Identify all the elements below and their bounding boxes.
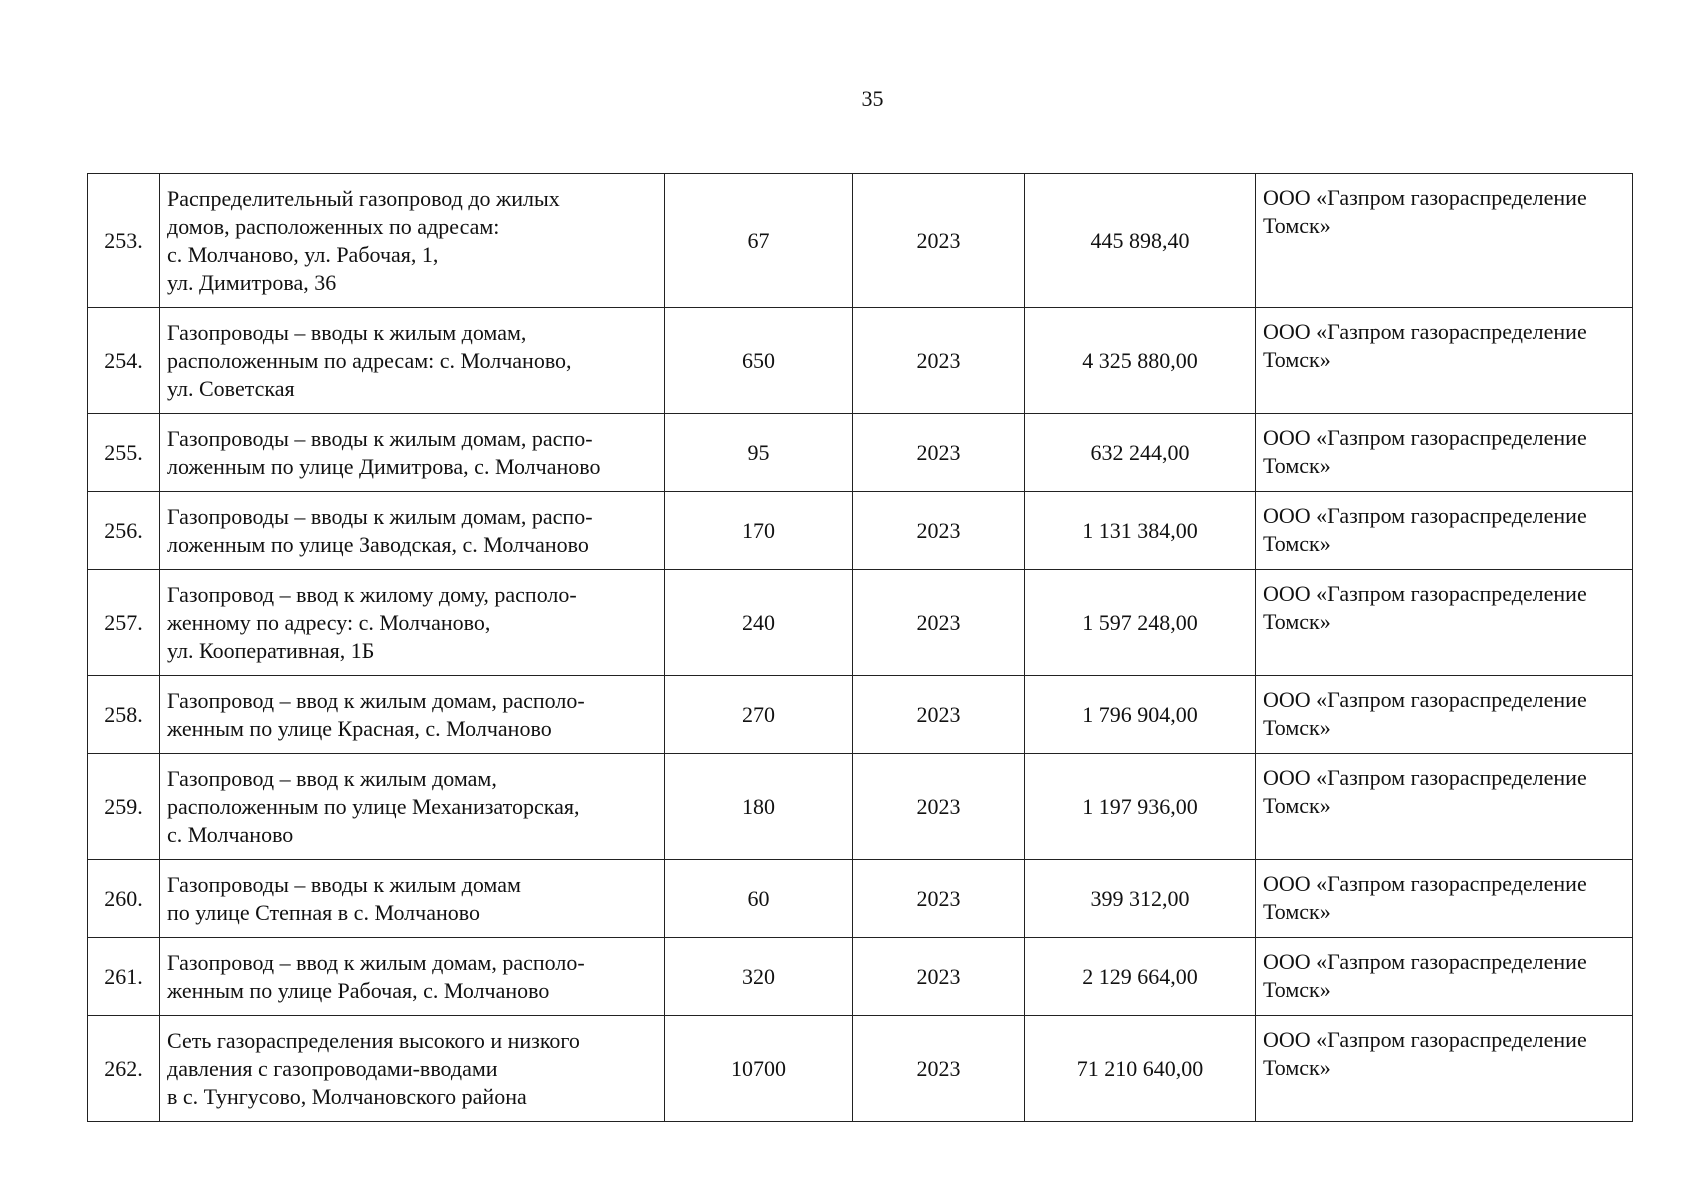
- row-number: 260.: [88, 860, 160, 938]
- organization-line: ООО «Газпром газораспределение: [1263, 765, 1587, 790]
- object-name-line: домов, расположенных по адресам:: [167, 213, 500, 239]
- object-name-cell: [160, 938, 665, 1016]
- year-cell: 2023: [853, 414, 1025, 492]
- length-cell: 650: [665, 308, 853, 414]
- object-name-line: женным по улице Рабочая, с. Молчаново: [167, 977, 550, 1003]
- cost-cell: 632 244,00: [1025, 414, 1256, 492]
- length-cell: 270: [665, 676, 853, 754]
- organization-line: Томск»: [1263, 1055, 1331, 1080]
- row-number: 254.: [88, 308, 160, 414]
- table-row: [88, 1016, 1633, 1122]
- organization-line: ООО «Газпром газораспределение: [1263, 949, 1587, 974]
- organization-line: Томск»: [1263, 899, 1331, 924]
- row-number: 253.: [88, 174, 160, 308]
- object-name-line: Распределительный газопровод до жилых: [167, 185, 560, 211]
- object-name-line: в с. Тунгусово, Молчановского района: [167, 1083, 527, 1109]
- object-name-line: Газопроводы – вводы к жилым домам,: [167, 319, 527, 345]
- year-cell: 2023: [853, 308, 1025, 414]
- cost-cell: 399 312,00: [1025, 860, 1256, 938]
- organization-line: Томск»: [1263, 213, 1331, 238]
- organization-line: ООО «Газпром газораспределение: [1263, 1027, 1587, 1052]
- length-cell: 240: [665, 570, 853, 676]
- object-name-cell: [160, 174, 665, 308]
- page-number: 35: [861, 86, 884, 111]
- object-name-cell: [160, 1016, 665, 1122]
- year-cell: 2023: [853, 938, 1025, 1016]
- organization-cell: [1256, 414, 1633, 492]
- organization-line: ООО «Газпром газораспределение: [1263, 319, 1587, 344]
- year-cell: 2023: [853, 492, 1025, 570]
- organization-line: ООО «Газпром газораспределение: [1263, 185, 1587, 210]
- object-name-line: Газопроводы – вводы к жилым домам, распо-: [167, 503, 593, 529]
- organization-line: Томск»: [1263, 609, 1331, 634]
- object-name-line: по улице Степная в с. Молчаново: [167, 899, 480, 925]
- object-name-cell: [160, 492, 665, 570]
- organization-line: Томск»: [1263, 453, 1331, 478]
- year-cell: 2023: [853, 570, 1025, 676]
- object-name-line: Сеть газораспределения высокого и низкого: [167, 1027, 580, 1053]
- row-number: 258.: [88, 676, 160, 754]
- row-number: 257.: [88, 570, 160, 676]
- object-name-cell: [160, 754, 665, 860]
- year-cell: 2023: [853, 174, 1025, 308]
- cost-cell: 1 197 936,00: [1025, 754, 1256, 860]
- organization-cell: [1256, 938, 1633, 1016]
- organization-cell: [1256, 754, 1633, 860]
- length-cell: 95: [665, 414, 853, 492]
- organization-line: Томск»: [1263, 715, 1331, 740]
- organization-line: Томск»: [1263, 347, 1331, 372]
- length-cell: 60: [665, 860, 853, 938]
- cost-cell: 445 898,40: [1025, 174, 1256, 308]
- table-row: [88, 308, 1633, 414]
- object-name-cell: [160, 570, 665, 676]
- cost-cell: 1 597 248,00: [1025, 570, 1256, 676]
- object-name-line: расположенным по адресам: с. Молчаново,: [167, 347, 572, 373]
- length-cell: 320: [665, 938, 853, 1016]
- organization-line: ООО «Газпром газораспределение: [1263, 687, 1587, 712]
- object-name-line: Газопроводы – вводы к жилым домам, распо-: [167, 425, 593, 451]
- table-row: [88, 174, 1633, 308]
- organization-cell: [1256, 492, 1633, 570]
- object-name-line: расположенным по улице Механизаторская,: [167, 793, 580, 819]
- row-number: 256.: [88, 492, 160, 570]
- organization-line: ООО «Газпром газораспределение: [1263, 425, 1587, 450]
- length-cell: 67: [665, 174, 853, 308]
- organization-cell: [1256, 1016, 1633, 1122]
- object-name-line: Газопроводы – вводы к жилым домам: [167, 871, 521, 897]
- object-name-line: Газопровод – ввод к жилому дому, располо-: [167, 581, 577, 607]
- table-row: [88, 754, 1633, 860]
- row-number: 261.: [88, 938, 160, 1016]
- row-number: 255.: [88, 414, 160, 492]
- year-cell: 2023: [853, 676, 1025, 754]
- organization-line: ООО «Газпром газораспределение: [1263, 581, 1587, 606]
- table-row: [88, 676, 1633, 754]
- object-name-line: Газопровод – ввод к жилым домам, располо-: [167, 687, 585, 713]
- object-name-cell: [160, 308, 665, 414]
- cost-cell: 2 129 664,00: [1025, 938, 1256, 1016]
- cost-cell: 4 325 880,00: [1025, 308, 1256, 414]
- table-row: [88, 492, 1633, 570]
- object-name-line: Газопровод – ввод к жилым домам,: [167, 765, 497, 791]
- object-name-line: ложенным по улице Димитрова, с. Молчаново: [167, 453, 601, 479]
- year-cell: 2023: [853, 1016, 1025, 1122]
- length-cell: 170: [665, 492, 853, 570]
- organization-cell: [1256, 676, 1633, 754]
- length-cell: 10700: [665, 1016, 853, 1122]
- organization-line: ООО «Газпром газораспределение: [1263, 503, 1587, 528]
- cost-cell: 1 131 384,00: [1025, 492, 1256, 570]
- cost-cell: 1 796 904,00: [1025, 676, 1256, 754]
- object-name-line: женным по улице Красная, с. Молчаново: [167, 715, 552, 741]
- row-number: 259.: [88, 754, 160, 860]
- organization-line: ООО «Газпром газораспределение: [1263, 871, 1587, 896]
- organization-line: Томск»: [1263, 977, 1331, 1002]
- object-name-line: ул. Димитрова, 36: [167, 269, 337, 295]
- organization-line: Томск»: [1263, 793, 1331, 818]
- object-name-line: с. Молчаново, ул. Рабочая, 1,: [167, 241, 439, 267]
- organization-cell: [1256, 174, 1633, 308]
- object-name-line: женному по адресу: с. Молчаново,: [167, 609, 491, 635]
- table-body: [88, 174, 1633, 1122]
- object-name-cell: [160, 860, 665, 938]
- gas-pipeline-table: [87, 173, 1633, 1122]
- object-name-line: давления с газопроводами-вводами: [167, 1055, 498, 1081]
- cost-cell: 71 210 640,00: [1025, 1016, 1256, 1122]
- year-cell: 2023: [853, 860, 1025, 938]
- organization-cell: [1256, 308, 1633, 414]
- object-name-line: ул. Кооперативная, 1Б: [167, 637, 375, 663]
- object-name-line: Газопровод – ввод к жилым домам, располо-: [167, 949, 585, 975]
- organization-line: Томск»: [1263, 531, 1331, 556]
- table-row: [88, 860, 1633, 938]
- length-cell: 180: [665, 754, 853, 860]
- object-name-cell: [160, 676, 665, 754]
- object-name-line: ул. Советская: [167, 375, 295, 401]
- table-row: [88, 414, 1633, 492]
- table-row: [88, 570, 1633, 676]
- table-row: [88, 938, 1633, 1016]
- object-name-cell: [160, 414, 665, 492]
- year-cell: 2023: [853, 754, 1025, 860]
- object-name-line: с. Молчаново: [167, 821, 294, 847]
- organization-cell: [1256, 860, 1633, 938]
- object-name-line: ложенным по улице Заводская, с. Молчаново: [167, 531, 589, 557]
- organization-cell: [1256, 570, 1633, 676]
- row-number: 262.: [88, 1016, 160, 1122]
